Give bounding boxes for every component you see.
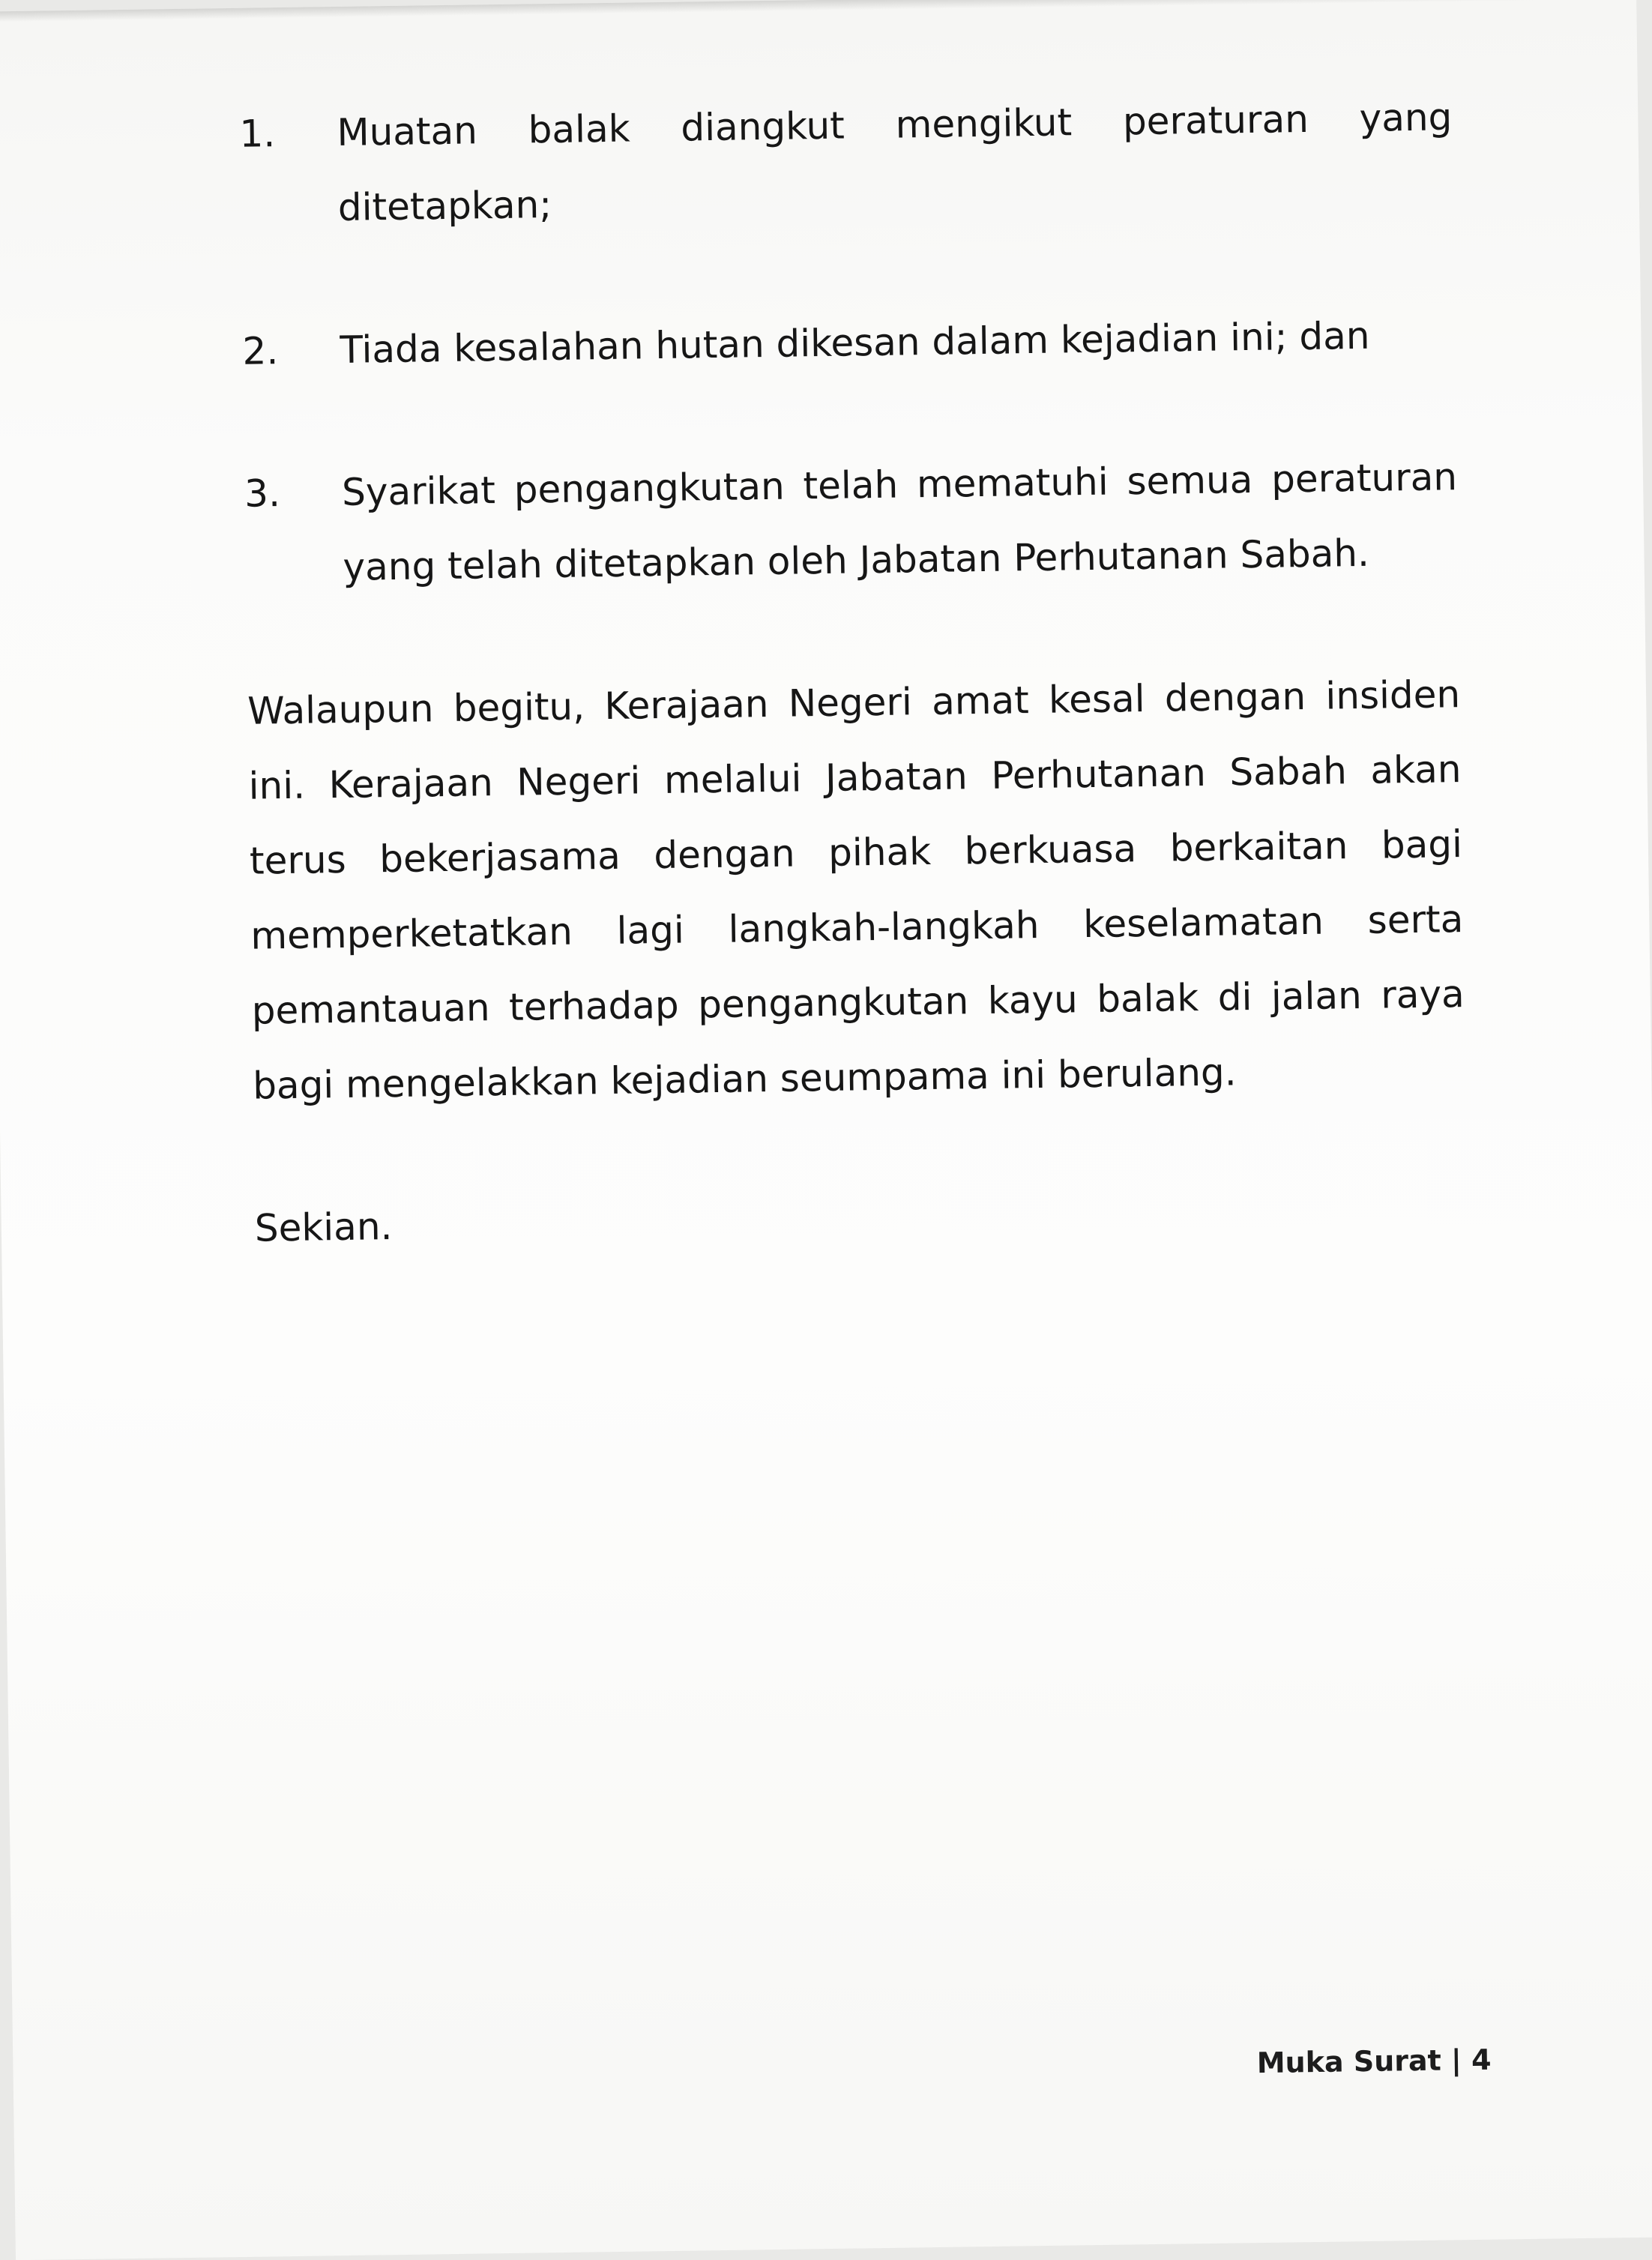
list-item-number: 2. xyxy=(242,329,279,373)
body-paragraph: Walaupun begitu, Kerajaan Negeri amat kesal dengan insiden ini. Kerajaan Negeri melalui Jabatan Perhutanan Sabah akan terus bekerjasama dengan pihak berkuasa berkaitan bagi memperketatkan lagi langkah-langkah keselamatan serta pemantauan terhadap pengangkutan kayu balak di jalan raya bagi mengelakkan kejadian seumpama ini berulang. xyxy=(247,672,1465,1108)
list-item-text: Tiada kesalahan hutan dikesan dalam kejadian ini; dan xyxy=(340,313,1370,372)
page-top-shadow xyxy=(0,0,1636,22)
list-item-number: 1. xyxy=(239,112,276,156)
page-number-footer: Muka Surat | 4 xyxy=(1256,2043,1492,2080)
list-item xyxy=(244,439,1459,606)
list-item-text: Syarikat pengangkutan telah mematuhi semua peraturan yang telah ditetapkan oleh Jabatan Perhutanan Sabah. xyxy=(341,455,1458,589)
list-item xyxy=(242,297,1456,389)
list-item xyxy=(239,79,1454,247)
closing-text: Sekian. xyxy=(254,1205,393,1250)
list-item-number: 3. xyxy=(244,471,281,516)
document-body xyxy=(239,79,1468,1265)
list-item-text: Muatan balak diangkut mengikut peraturan yang ditetapkan; xyxy=(337,95,1453,229)
